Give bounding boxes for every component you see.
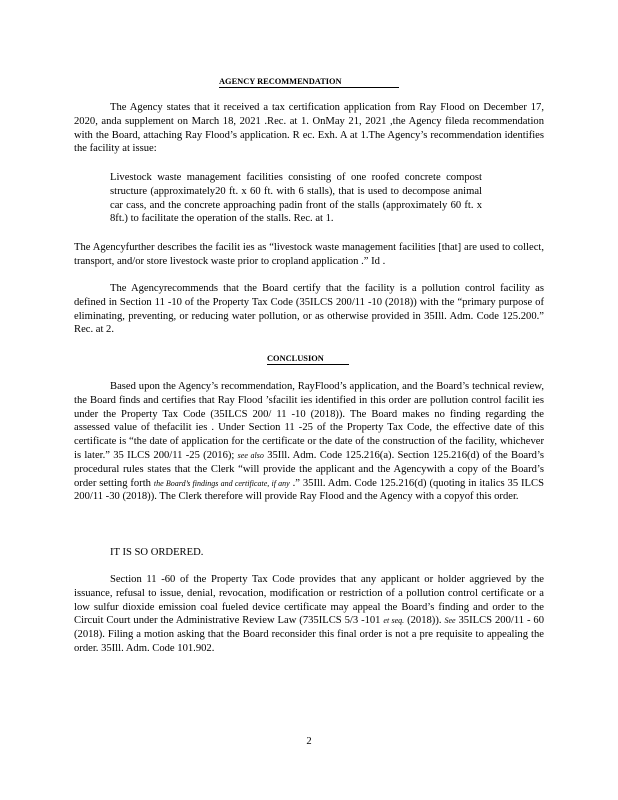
text-segment: (2018)). [407, 615, 442, 627]
heading-underline [219, 87, 399, 88]
paragraph-board-findings [74, 380, 544, 504]
text-segment: Section 11 -60 of the Property Tax Code provides that any applicant or holder aggrieved by the issuance, refusal to issue, denial, revocation, modification or restriction of a pollution control certificate or a low sulfur dioxide emission coal fueled device certificate may appeal the Board’s finding and order to the Circuit Court under the Administrative Review Law (735ILCS 5/3 -101 [74, 574, 544, 627]
agency-recommendation-heading [219, 75, 399, 89]
text-segment-italic: the Board’s findings and certificate, if any [153, 478, 290, 488]
paragraph-agency-describes: The Agencyfurther describes the facilit ies as “livestock waste management facilities [that] are used to collect, transport, and/or store livestock waste prior to cropland application .” Id . [74, 242, 544, 267]
text-segment-italic: see also [237, 450, 264, 460]
text-segment: 35ILCS 200/11 - 60 (2018). Filing a motion asking that the Board reconsider this final order is not a pre requisite to appealing the order. 35Ill. Adm. Code 101.902. [74, 615, 545, 654]
paragraph-agency-recommends: The Agencyrecommends that the Board certify that the facility is a pollution control facility as defined in Section 11 -10 of the Property Tax Code (35ILCS 200/11 -10 (2018)) with the “primary purpose of eliminating, preventing, or reducing water pollution, or as otherwise provided in 35Ill. Adm. Code 125.200.” Rec. at 2. [74, 283, 544, 336]
heading-underline [267, 364, 349, 365]
text-segment: Based upon the Agency’s recommendation, RayFlood’s application, and the Board’s technical review, the Board finds and certifies that Ray Flood ’sfacilit ies identified in this order are pollution control facilit ies under the Property Tax Code (35ILCS 200/ 11 -10 (2018)). The Board makes no finding regarding the assessed value of thefacilit ies . Under Section 11 -25 of the Property Tax Code, the effective date of this certificate is “the date of application for the certificate or the date of the construction of the facility, whichever is later.” 35 ILCS 200/11 -25 (2016); [74, 381, 544, 461]
text-segment: 35Ill. Adm. Code 125.216(a). Section 125.216(d) of the Board’s procedural rules states that the Clerk “will provide the applicant and the Agencywith a copy of the Board’s order setting forth [74, 449, 545, 489]
text-segment-italic: See [444, 616, 456, 626]
page-number: 2 [306, 736, 312, 747]
conclusion-heading [267, 352, 349, 366]
paragraph-agency-received: The Agency states that it received a tax certification application from Ray Flood on December 17, 2020, anda supplement on March 18, 2021 .Rec. at 1. OnMay 21, 2021 ,the Agency fileda recommendation with the Board, attaching Ray Flood’s application. R ec. Exh. A at 1.The Agency’s recommendation identifies the facility at issue: [74, 102, 544, 155]
text-segment: .” 35Ill. Adm. Code 125.216(d) (quoting in italics 35 ILCS 200/11 -30 (2018)). The Clerk therefore will provide Ray Flood and the Agency with a copyof this order. [74, 477, 544, 503]
heading-text: CONCLUSION [267, 354, 324, 363]
block-quote-facility: Livestock waste management facilities consisting of one roofed concrete compost structure (approximately20 ft. x 60 ft. with 6 stalls), that is used to decompose animal car cass, and the concrete approaching padin front of the stalls (approximately 60 ft. x 8ft.) to facilitate the operation of the stalls. Rec. at 1. [110, 172, 482, 225]
text-segment-italic: et seq. [383, 616, 405, 626]
heading-text: AGENCY RECOMMENDATION [219, 77, 342, 86]
paragraph-appeal-rights [74, 573, 544, 656]
so-ordered-line: IT IS SO ORDERED. [110, 547, 204, 558]
